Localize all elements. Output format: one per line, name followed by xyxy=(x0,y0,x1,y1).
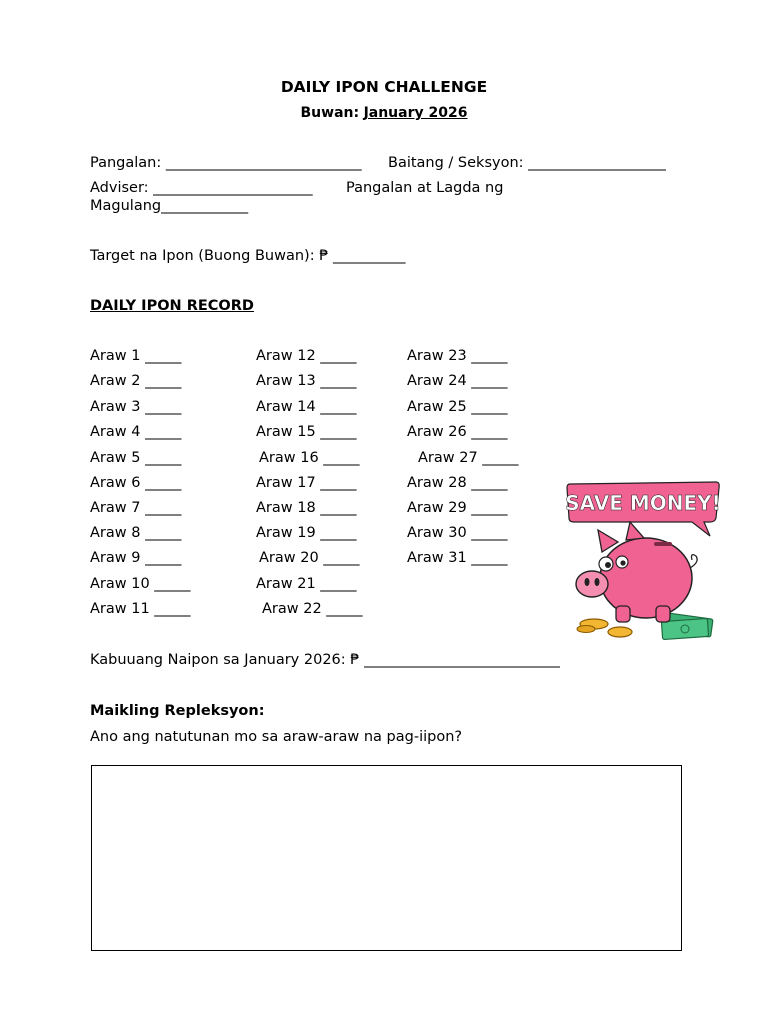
sign-text: SAVE MONEY! xyxy=(565,491,721,515)
day-entry: Araw 25 _____ xyxy=(407,399,508,415)
day-entry: Araw 23 _____ xyxy=(407,348,508,364)
day-entry: Araw 31 _____ xyxy=(407,550,508,566)
day-entry: Araw 10 _____ xyxy=(90,576,191,592)
day-entry: Araw 16 _____ xyxy=(259,450,360,466)
day-entry: Araw 15 _____ xyxy=(256,424,357,440)
day-entry: Araw 27 _____ xyxy=(418,450,519,466)
day-entry: Araw 3 _____ xyxy=(90,399,182,415)
reflection-heading: Maikling Repleksyon: xyxy=(90,703,265,719)
day-entry: Araw 9 _____ xyxy=(90,550,182,566)
day-entry: Araw 12 _____ xyxy=(256,348,357,364)
day-entry: Araw 8 _____ xyxy=(90,525,182,541)
month-value: January 2026 xyxy=(363,105,468,121)
reflection-question: Ano ang natutunan mo sa araw-araw na pag-iipon? xyxy=(90,729,463,745)
day-entry: Araw 21 _____ xyxy=(256,576,357,592)
name-field: Pangalan: ___________________________ xyxy=(90,155,362,171)
day-entry: Araw 24 _____ xyxy=(407,373,508,389)
piggy-bank-icon xyxy=(564,478,722,643)
day-entry: Araw 17 _____ xyxy=(256,475,357,491)
parent-signature-line: Magulang____________ xyxy=(90,198,249,214)
day-entry: Araw 2 _____ xyxy=(90,373,182,389)
day-entry: Araw 14 _____ xyxy=(256,399,357,415)
parent-signature-label: Pangalan at Lagda ng xyxy=(346,180,504,196)
day-entry: Araw 6 _____ xyxy=(90,475,182,491)
day-entry: Araw 22 _____ xyxy=(262,601,363,617)
day-entry: Araw 28 _____ xyxy=(407,475,508,491)
day-entry: Araw 7 _____ xyxy=(90,500,182,516)
day-entry: Araw 5 _____ xyxy=(90,450,182,466)
month-line xyxy=(0,105,768,121)
day-entry: Araw 19 _____ xyxy=(256,525,357,541)
month-label: Buwan: xyxy=(300,105,360,121)
day-entry: Araw 29 _____ xyxy=(407,500,508,516)
day-entry: Araw 11 _____ xyxy=(90,601,191,617)
total-savings-field: Kabuuang Naipon sa January 2026: ₱ ___________________________ xyxy=(90,652,560,668)
reflection-answer-box[interactable] xyxy=(91,765,682,951)
record-heading: DAILY IPON RECORD xyxy=(90,298,254,314)
day-entry: Araw 26 _____ xyxy=(407,424,508,440)
day-entry: Araw 20 _____ xyxy=(259,550,360,566)
day-entry: Araw 4 _____ xyxy=(90,424,182,440)
day-entry: Araw 30 _____ xyxy=(407,525,508,541)
day-entry: Araw 1 _____ xyxy=(90,348,182,364)
target-savings-field: Target na Ipon (Buong Buwan): ₱ __________ xyxy=(90,248,406,264)
adviser-field: Adviser: ______________________ xyxy=(90,180,313,196)
page-title: DAILY IPON CHALLENGE xyxy=(280,78,488,96)
day-entry: Araw 18 _____ xyxy=(256,500,357,516)
grade-section-field: Baitang / Seksyon: ___________________ xyxy=(388,155,666,171)
day-entry: Araw 13 _____ xyxy=(256,373,357,389)
